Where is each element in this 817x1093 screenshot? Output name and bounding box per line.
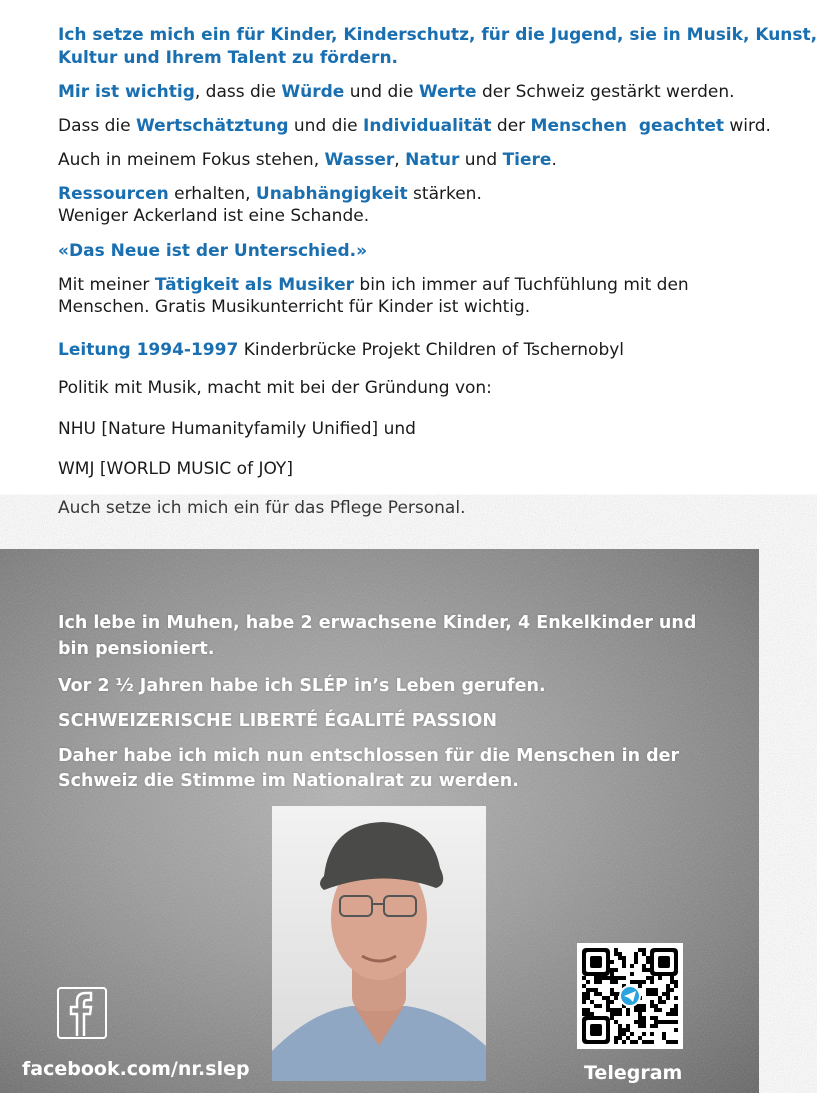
telegram-label[interactable]: Telegram — [584, 1062, 683, 1084]
paragraph-resources-line-2: Weniger Ackerland ist eine Schande. — [58, 206, 370, 226]
bio-line-2: bin pensioniert. — [58, 639, 215, 659]
portrait-photo — [272, 806, 486, 1081]
bio-founded: Vor 2 ½ Jahren habe ich SLÉP in’s Leben gerufen. — [58, 676, 546, 696]
bio-line-1: Ich lebe in Muhen, habe 2 erwachsene Kinder, 4 Enkelkinder und — [58, 613, 697, 633]
paragraph-politics: Politik mit Musik, macht mit bei der Gründung von: — [58, 378, 492, 398]
bio-decision-line-1: Daher habe ich mich nun entschlossen für die Menschen in der — [58, 746, 680, 766]
paragraph-resources: Ressourcen erhalten, Unabhängigkeit stärken. — [58, 184, 482, 204]
facebook-link[interactable]: facebook.com/nr.slep — [22, 1058, 250, 1080]
telegram-qr-code[interactable] — [577, 943, 683, 1049]
paragraph-focus: Auch in meinem Fokus stehen, Wasser, Natur und Tiere. — [58, 150, 557, 170]
paragraph-important: Mir ist wichtig, dass die Würde und die Werte der Schweiz gestärkt werden. — [58, 82, 735, 102]
bio-decision-line-2: Schweiz die Stimme im Nationalrat zu werden. — [58, 771, 519, 791]
paragraph-leadership: Leitung 1994-1997 Kinderbrücke Projekt Children of Tschernobyl — [58, 340, 625, 360]
paragraph-musician: Mit meiner Tätigkeit als Musiker bin ich immer auf Tuchfühlung mit den — [58, 275, 689, 295]
bio-slogan: SCHWEIZERISCHE LIBERTÉ ÉGALITÉ PASSION — [58, 711, 497, 731]
paragraph-care: Auch setze ich mich ein für das Pflege Personal. — [58, 498, 466, 518]
paragraph-nhu: NHU [Nature Humanityfamily Unified] und — [58, 419, 416, 439]
paragraph-appreciation: Dass die Wertschätztung und die Individualität der Menschen geachtet wird. — [58, 116, 771, 136]
facebook-icon[interactable] — [57, 987, 107, 1039]
intro-line-1: Ich setze mich ein für Kinder, Kinderschutz, für die Jugend, sie in Musik, Kunst, — [58, 25, 817, 45]
quote: «Das Neue ist der Unterschied.» — [58, 241, 368, 261]
intro-line-2: Kultur und Ihrem Talent zu fördern. — [58, 48, 398, 68]
paragraph-wmj: WMJ [WORLD MUSIC of JOY] — [58, 459, 293, 479]
paragraph-musician-line-2: Menschen. Gratis Musikunterricht für Kinder ist wichtig. — [58, 297, 531, 317]
